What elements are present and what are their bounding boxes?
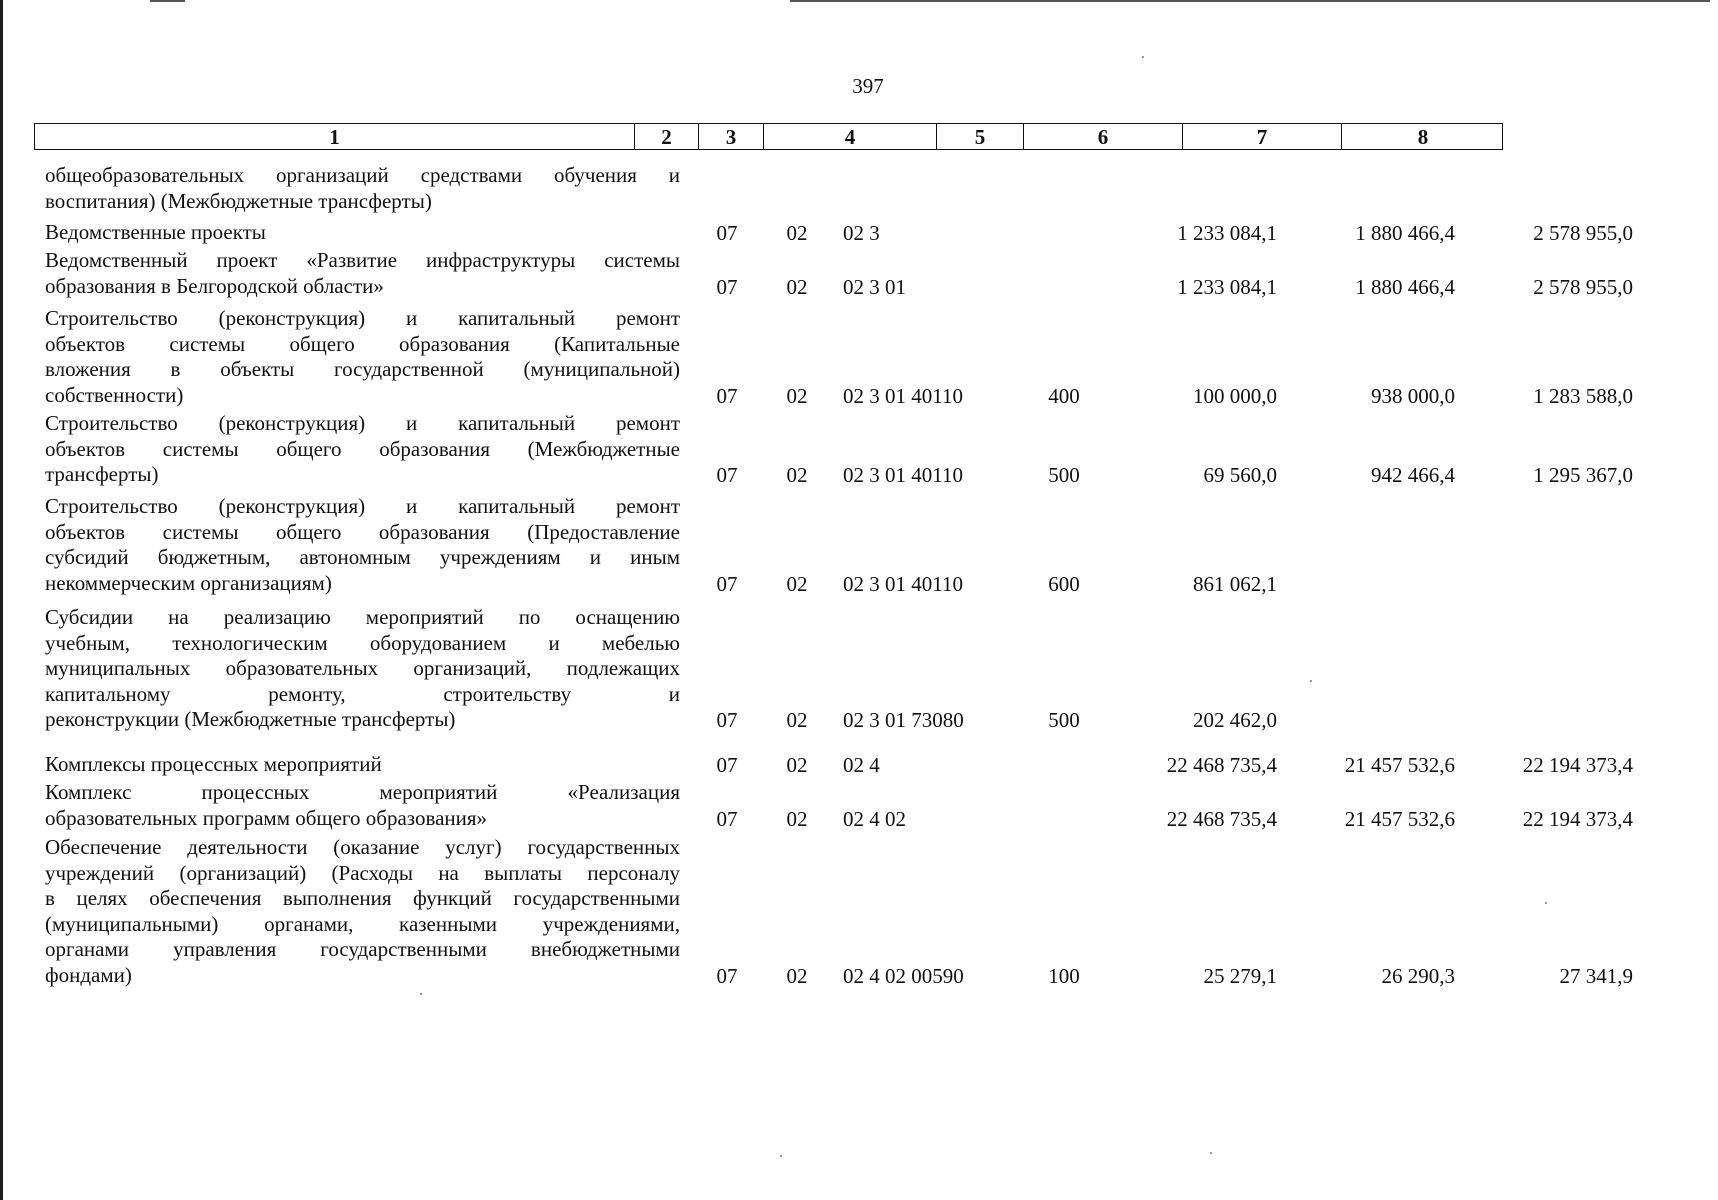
- target-article-code: 02 4: [843, 753, 880, 777]
- description-line: некоммерческим организациям): [45, 570, 332, 595]
- description-line: объектов системы общего образования (Межбюджетные: [45, 436, 680, 461]
- row-description: [45, 220, 680, 246]
- amount-column-7: 942 466,4: [1371, 463, 1455, 488]
- amount-column-7: 26 290,3: [1381, 964, 1455, 988]
- description-line: субсидий бюджетным, автономным учреждениям и иным: [45, 545, 680, 570]
- subsection-code: 02: [786, 708, 808, 733]
- amount-column-8: [1470, 189, 1633, 215]
- section-code: 07: [716, 463, 738, 488]
- amount-column-6: 22 468 735,4: [1166, 806, 1277, 831]
- scan-speck: [420, 993, 422, 995]
- description-line: Ведомственный проект «Развитие инфраструктуры системы: [45, 248, 680, 272]
- target-article-code: 02 3 01: [843, 274, 906, 299]
- description-line: образования в Белгородской области»: [45, 273, 384, 298]
- description-line: Строительство (реконструкция) и капитальный ремонт: [45, 411, 680, 435]
- header-column-7: 7: [1182, 124, 1341, 149]
- amount-column-7: [1290, 571, 1455, 597]
- amount-column-6: 1 233 084,1: [1177, 274, 1277, 299]
- scan-speck: [780, 1155, 782, 1157]
- row-description: [45, 835, 680, 989]
- subsection-code: 02: [786, 806, 808, 831]
- amount-column-8: [1470, 707, 1633, 733]
- amount-column-6: [1116, 189, 1277, 215]
- table-header-row: [34, 123, 1503, 150]
- description-line: в целях обеспечения выполнения функций государственными: [45, 886, 680, 911]
- scan-left-edge: [0, 0, 3, 1200]
- description-line: собственности): [45, 382, 184, 407]
- expense-type-code: 100: [1048, 964, 1080, 988]
- header-column-3: 3: [698, 124, 763, 149]
- subsection-code: 02: [786, 221, 808, 245]
- amount-column-7: [1290, 189, 1455, 215]
- description-line: учебным, технологическим оборудованием и мебелью: [45, 630, 680, 655]
- amount-column-6: 22 468 735,4: [1166, 753, 1277, 777]
- subsection-code: 02: [786, 964, 808, 988]
- amount-column-6: 202 462,0: [1193, 708, 1277, 733]
- target-article-code: 02 4 02 00590: [843, 964, 964, 988]
- scan-top-rule-right: [790, 0, 1710, 2]
- target-article-code: [843, 189, 1043, 215]
- amount-column-6: 69 560,0: [1203, 463, 1277, 488]
- section-code: 07: [716, 571, 738, 596]
- amount-column-8: 27 341,9: [1559, 964, 1633, 988]
- scan-speck: [1310, 680, 1312, 682]
- subsection-code: 02: [786, 571, 808, 596]
- row-description: [45, 494, 680, 596]
- description-line: (муниципальными) органами, казенными учреждениями,: [45, 911, 680, 936]
- expense-type-code: 500: [1048, 463, 1080, 488]
- amount-column-8: 22 194 373,4: [1522, 753, 1633, 777]
- description-line: образовательных программ общего образования»: [45, 805, 488, 830]
- description-line: Ведомственные проекты: [45, 220, 266, 244]
- scan-speck: [1142, 56, 1144, 58]
- target-article-code: 02 3 01 40110: [843, 463, 963, 488]
- description-line: Комплексы процессных мероприятий: [45, 752, 382, 776]
- description-line: капитальному ремонту, строительству и: [45, 681, 680, 706]
- subsection-code: 02: [786, 383, 808, 408]
- expense-type-code: [1024, 806, 1104, 832]
- description-line: Обеспечение деятельности (оказание услуг) государственных: [45, 835, 680, 859]
- amount-column-7: 21 457 532,6: [1344, 806, 1455, 831]
- amount-column-7: 1 880 466,4: [1355, 221, 1455, 245]
- section-code: 07: [716, 383, 738, 408]
- header-column-2: 2: [634, 124, 698, 149]
- section-code: 07: [716, 806, 738, 831]
- amount-column-8: [1470, 571, 1633, 597]
- section-code: 07: [716, 708, 738, 733]
- description-line: объектов системы общего образования (Капитальные: [45, 331, 680, 356]
- row-description: [45, 306, 680, 408]
- scan-top-rule-left: [150, 0, 185, 2]
- amount-column-7: 1 880 466,4: [1355, 274, 1455, 299]
- description-line: Комплекс процессных мероприятий «Реализация: [45, 780, 680, 804]
- description-line: Субсидии на реализацию мероприятий по оснащению: [45, 605, 680, 629]
- amount-column-6: 1 233 084,1: [1177, 221, 1277, 245]
- description-line: Строительство (реконструкция) и капитальный ремонт: [45, 306, 680, 330]
- page-number: 397: [852, 74, 884, 98]
- target-article-code: 02 4 02: [843, 806, 906, 831]
- section-code: 07: [716, 221, 738, 245]
- target-article-code: 02 3: [843, 221, 880, 245]
- expense-type-code: [1024, 189, 1104, 215]
- description-line: вложения в объекты государственной (муниципальной): [45, 357, 680, 382]
- description-line: реконструкции (Межбюджетные трансферты): [45, 707, 456, 732]
- amount-column-8: 2 578 955,0: [1533, 221, 1633, 245]
- row-description: [45, 163, 680, 214]
- section-code: [697, 189, 757, 215]
- header-column-6: 6: [1023, 124, 1182, 149]
- description-line: объектов системы общего образования (Предоставление: [45, 519, 680, 544]
- amount-column-8: 2 578 955,0: [1533, 274, 1633, 299]
- description-line: Строительство (реконструкция) и капитальный ремонт: [45, 494, 680, 518]
- expense-type-code: [1024, 752, 1104, 778]
- row-description: [45, 752, 680, 778]
- header-column-5: 5: [936, 124, 1023, 149]
- amount-column-6: 100 000,0: [1193, 383, 1277, 408]
- scan-speck: [1545, 902, 1547, 904]
- subsection-code: [766, 189, 828, 215]
- section-code: 07: [716, 274, 738, 299]
- row-description: [45, 780, 680, 831]
- description-line: трансферты): [45, 462, 159, 487]
- row-description: [45, 605, 680, 733]
- header-column-8: 8: [1341, 124, 1504, 149]
- amount-column-7: 21 457 532,6: [1344, 753, 1455, 777]
- amount-column-6: 25 279,1: [1203, 964, 1277, 988]
- subsection-code: 02: [786, 753, 808, 777]
- expense-type-code: 500: [1048, 708, 1080, 733]
- expense-type-code: [1024, 220, 1104, 246]
- amount-column-6: 861 062,1: [1193, 571, 1277, 596]
- description-line: муниципальных образовательных организаций, подлежащих: [45, 656, 680, 681]
- scan-speck: [1210, 1152, 1212, 1154]
- subsection-code: 02: [786, 274, 808, 299]
- amount-column-8: 22 194 373,4: [1522, 806, 1633, 831]
- target-article-code: 02 3 01 40110: [843, 571, 963, 596]
- amount-column-7: 938 000,0: [1371, 383, 1455, 408]
- section-code: 07: [716, 753, 738, 777]
- amount-column-7: [1290, 707, 1455, 733]
- expense-type-code: [1024, 274, 1104, 300]
- expense-type-code: 600: [1048, 571, 1080, 596]
- target-article-code: 02 3 01 73080: [843, 708, 964, 733]
- description-line: органами управления государственными внебюджетными: [45, 937, 680, 962]
- amount-column-8: 1 295 367,0: [1533, 463, 1633, 488]
- row-description: [45, 248, 680, 299]
- description-line: учреждений (организаций) (Расходы на выплаты персоналу: [45, 860, 680, 885]
- subsection-code: 02: [786, 463, 808, 488]
- expense-type-code: 400: [1048, 383, 1080, 408]
- section-code: 07: [716, 964, 738, 988]
- description-line: общеобразовательных организаций средствами обучения и: [45, 163, 680, 187]
- row-description: [45, 411, 680, 488]
- amount-column-8: 1 283 588,0: [1533, 383, 1633, 408]
- header-column-4: 4: [763, 124, 936, 149]
- header-column-1: 1: [329, 125, 340, 149]
- target-article-code: 02 3 01 40110: [843, 383, 963, 408]
- description-line: фондами): [45, 962, 132, 987]
- description-line: воспитания) (Межбюджетные трансферты): [45, 188, 432, 213]
